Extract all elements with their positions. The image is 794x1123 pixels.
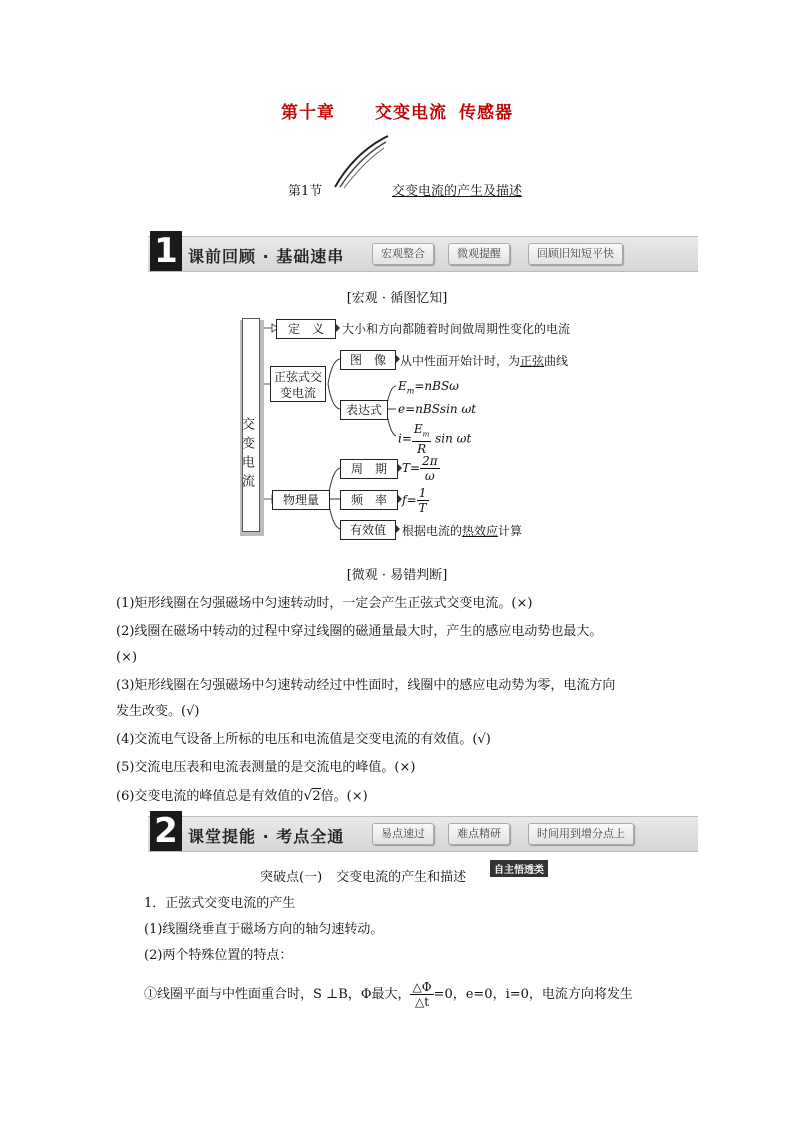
frequency-num: 1 <box>417 486 429 501</box>
last-line-b: =0，e=0，i=0，电流方向将发生 <box>433 987 633 1002</box>
root-box: 交变电流 <box>242 318 260 532</box>
i-formula <box>398 422 471 456</box>
i-num: E <box>413 422 423 436</box>
sqrt-sign: √ <box>303 788 313 804</box>
judgment-5: (5)交流电压表和电流表测量的是交流电的峰值。(×) <box>116 760 416 775</box>
image-text-underline: 正弦 <box>520 354 545 368</box>
judgment-3: (3)矩形线圈在匀强磁场中匀速转动经过中性面时，线圈中的感应电动势为零，电流方向 <box>116 678 616 693</box>
effective-text <box>402 522 522 539</box>
image-box: 图 像 <box>340 350 396 370</box>
frequency-den: T <box>418 501 427 515</box>
e-formula: e=nBSsin ωt <box>398 402 477 416</box>
chapter-heading <box>0 98 794 123</box>
frequency-box: 频 率 <box>340 490 398 510</box>
chapter-label: 第十章 <box>281 103 335 123</box>
i-fraction <box>412 422 431 456</box>
em-sub: m <box>406 386 415 396</box>
image-text-a: 从中性面开始计时，为 <box>400 354 521 368</box>
body-line-2: (1)线圈绕垂直于磁场方向的轴匀速转动。 <box>144 922 384 937</box>
easy-points-button[interactable]: 易点速过 <box>372 823 434 845</box>
physical-box: 物理量 <box>272 490 330 510</box>
judgment-6-b: 倍。(×) <box>320 789 368 804</box>
period-den: ω <box>424 469 435 483</box>
i-lhs: i= <box>398 431 412 446</box>
expression-box: 表达式 <box>340 400 388 420</box>
flux-num: △Φ <box>412 980 432 994</box>
judgment-2-cont: (×) <box>116 650 138 665</box>
definition-text: 大小和方向都随着时间做周期性变化的电流 <box>342 322 571 336</box>
frequency-formula <box>402 486 429 515</box>
em-formula <box>398 379 459 395</box>
banner-title: 课堂提能 · 考点全通 <box>188 827 345 846</box>
micro-reminder-button[interactable]: 微观提醒 <box>448 243 510 265</box>
period-box: 周 期 <box>340 459 398 479</box>
section-number: 第1节 <box>288 184 323 199</box>
banner-title: 课前回顾 · 基础速串 <box>188 247 345 266</box>
flux-den: △t <box>414 995 430 1009</box>
breakthrough-heading <box>260 866 466 885</box>
body-line-4 <box>144 980 704 1009</box>
image-text <box>400 352 568 369</box>
effective-box: 有效值 <box>340 520 396 540</box>
definition-box: 定 义 <box>276 319 336 339</box>
chapter-title: 交变电流 <box>375 103 447 123</box>
last-line-a: ①线圈平面与中性面重合时，S ⊥B，Φ最大， <box>144 987 411 1002</box>
breakthrough-title: 交变电流的产生和描述 <box>336 870 467 885</box>
macro-integration-button[interactable]: 宏观整合 <box>372 243 434 265</box>
i-den: R <box>417 442 427 457</box>
hard-points-button[interactable]: 难点精研 <box>448 823 510 845</box>
banner-preview <box>148 231 698 272</box>
self-study-tag: 自主悟透类 <box>490 860 548 877</box>
em-rhs: =nBSω <box>414 379 459 393</box>
frequency-lhs: f= <box>402 493 417 507</box>
banner-number: 1 <box>150 231 182 271</box>
i-num-sub: m <box>422 430 430 439</box>
breakthrough-label: 突破点(一) <box>260 870 323 885</box>
swoosh-decoration <box>330 132 390 192</box>
em-symbol: E <box>398 379 407 393</box>
i-rhs: sin ωt <box>435 431 472 446</box>
macro-title: [宏观 · 循图忆知] <box>346 291 448 306</box>
micro-title: [微观 · 易错判断] <box>346 568 448 583</box>
judgment-6 <box>116 786 686 807</box>
judgment-6-a: (6)交变电流的峰值总是有效值的 <box>116 789 304 804</box>
judgment-2: (2)线圈在磁场中转动的过程中穿过线圈的磁通量最大时，产生的感应电动势也最大。 <box>116 624 603 639</box>
review-button[interactable]: 回顾旧知短平快 <box>528 243 623 265</box>
banner-number: 2 <box>150 811 182 851</box>
period-num: 2π <box>422 454 438 468</box>
judgment-3-cont: 发生改变。(√) <box>116 704 200 719</box>
effective-text-b: 计算 <box>498 524 523 538</box>
effective-text-a: 根据电流的 <box>402 524 463 538</box>
judgment-4: (4)交流电气设备上所标的电压和电流值是交变电流的有效值。(√) <box>116 732 491 747</box>
sqrt-radicand: 2 <box>312 789 321 804</box>
banner-classroom <box>148 811 698 852</box>
body-line-1: 1．正弦式交变电流的产生 <box>144 896 296 911</box>
judgment-1: (1)矩形线圈在匀强磁场中匀速转动时，一定会产生正弦式交变电流。(×) <box>116 596 533 611</box>
concept-diagram <box>240 318 580 540</box>
period-fraction <box>420 454 440 483</box>
score-points-button[interactable]: 时间用到增分点上 <box>528 823 634 845</box>
section-title: 交变电流的产生及描述 <box>392 184 523 199</box>
body-line-3: (2)两个特殊位置的特点： <box>144 948 293 963</box>
flux-fraction <box>410 980 433 1009</box>
period-lhs: T= <box>402 461 421 475</box>
image-text-b: 曲线 <box>544 354 569 368</box>
period-formula <box>402 454 440 483</box>
chapter-subtitle: 传感器 <box>459 103 513 123</box>
sine-ac-box: 正弦式交变电流 <box>270 366 326 402</box>
effective-text-underline: 热效应 <box>462 524 499 538</box>
frequency-fraction <box>417 486 429 515</box>
